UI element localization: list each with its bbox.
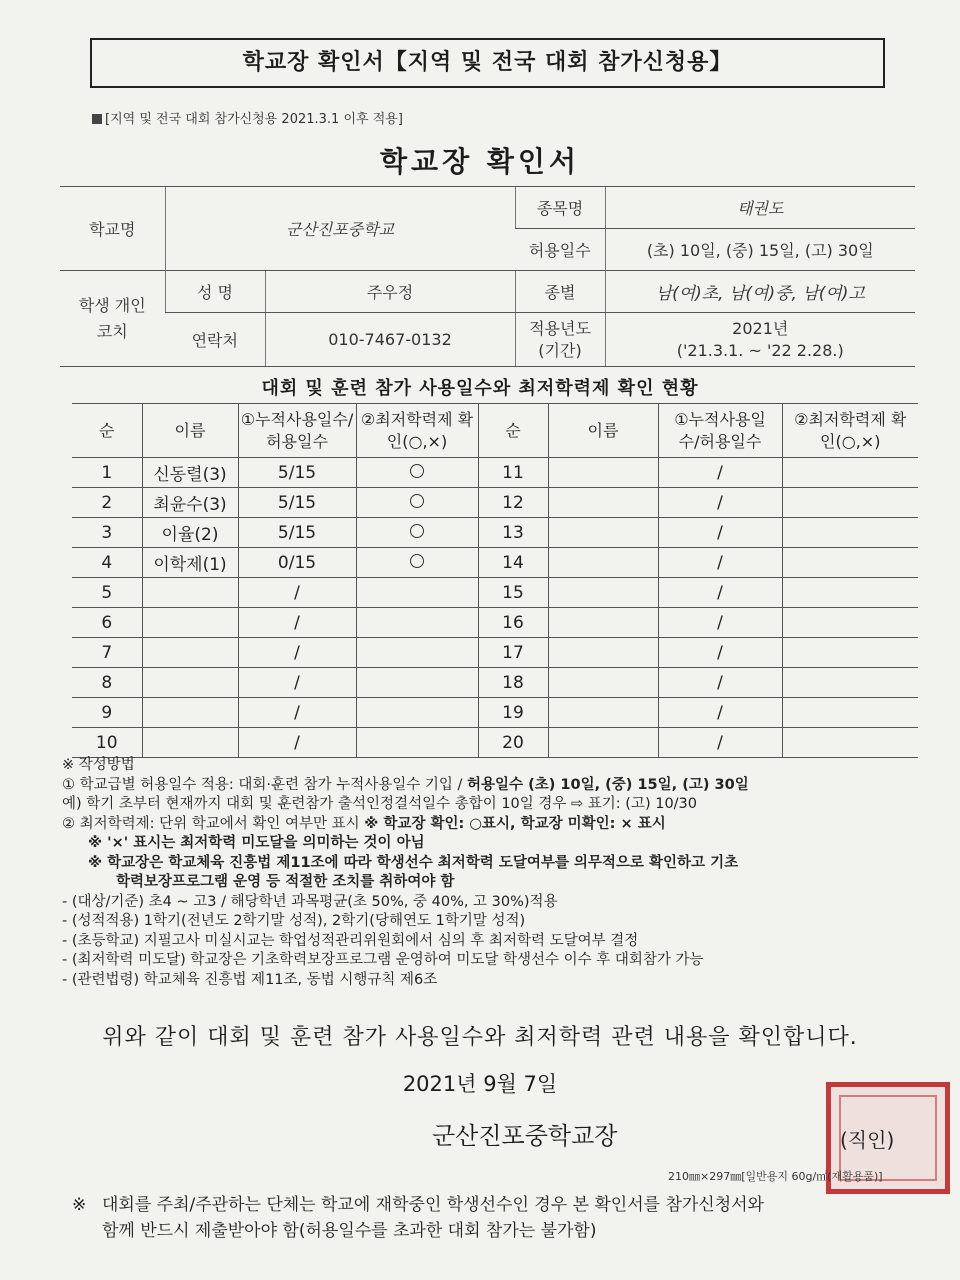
- circle-check-icon: [410, 494, 424, 508]
- row-name: [142, 638, 238, 668]
- year-period: ('21.3.1. ~ '22 2.28.): [676, 340, 844, 360]
- allowed-days-label: 허용일수: [515, 229, 605, 271]
- school-principal: 군산진포중학교장: [432, 1122, 618, 1150]
- row-check: [356, 728, 478, 758]
- row-check: [356, 488, 478, 518]
- type-value: 남(여)초, 남(여)중, 남(여)고: [605, 271, 915, 313]
- page-title: 학교장 확인서: [379, 145, 581, 178]
- note-mark: ※: [72, 1195, 87, 1215]
- row-name: [548, 698, 658, 728]
- row-no: 13: [478, 518, 548, 548]
- table-row: [72, 668, 918, 698]
- instructions: [62, 756, 922, 990]
- row-no: 3: [72, 518, 142, 548]
- row-days: /: [658, 548, 782, 578]
- instruction-1-example: 예) 학기 초부터 현재까지 대회 및 훈련참가 출석인정결석일수 총합이 10일 경우 ⇨ 표기: (고) 10/30: [62, 796, 698, 812]
- coach-label: 학생 개인코치: [60, 271, 165, 367]
- school-label: 학교명: [60, 187, 165, 271]
- row-check: [782, 518, 918, 548]
- row-name: [548, 548, 658, 578]
- col-check-left: ②최저학력제 확인(○,×): [356, 404, 478, 458]
- instruction-1-emphasis: 허용일수 (초) 10일, (중) 15일, (고) 30일: [467, 776, 749, 793]
- row-no: 4: [72, 548, 142, 578]
- row-no: 20: [478, 728, 548, 758]
- row-days: 0/15: [238, 548, 356, 578]
- row-days: /: [658, 608, 782, 638]
- note-x-mark: ※ '×' 표시는 최저학력 미도달을 의미하는 것이 아님: [88, 835, 425, 851]
- instruction-2-text: ② 최저학력제: 단위 학교에서 확인 여부만 표시: [62, 815, 365, 832]
- row-no: 7: [72, 638, 142, 668]
- row-name: [548, 518, 658, 548]
- type-label: 종별: [515, 271, 605, 313]
- row-no: 5: [72, 578, 142, 608]
- row-days: /: [658, 488, 782, 518]
- row-name: [142, 728, 238, 758]
- row-check: [356, 548, 478, 578]
- instruction-1: [62, 776, 922, 796]
- row-check: [356, 638, 478, 668]
- row-days: /: [658, 668, 782, 698]
- table-row: [72, 638, 918, 668]
- row-no: 17: [478, 638, 548, 668]
- row-no: 19: [478, 698, 548, 728]
- row-check: [356, 608, 478, 638]
- confirmation-statement: 위와 같이 대회 및 훈련 참가 사용일수와 최저학력 관련 내용을 확인합니다.: [102, 1025, 858, 1050]
- table-row: [72, 548, 918, 578]
- row-check: [782, 698, 918, 728]
- instruction-2-emphasis: ※ 학교장 확인: ○표시, 학교장 미확인: × 표시: [364, 815, 666, 832]
- seal-label: (직인): [840, 1128, 895, 1152]
- row-name: [548, 488, 658, 518]
- rule-elementary: - (초등학교) 지필고사 미실시교는 학업성적관리위원회에서 심의 후 최저학력 도달여부 결정: [62, 932, 639, 949]
- row-days: 5/15: [238, 518, 356, 548]
- row-name: [142, 608, 238, 638]
- rule-grades: - (성적적용) 1학기(전년도 2학기말 성적), 2학기(당해연도 1학기말 성적): [62, 913, 526, 929]
- table-row: [72, 458, 918, 488]
- row-check: [356, 458, 478, 488]
- table-row: [72, 698, 918, 728]
- row-days: /: [238, 578, 356, 608]
- row-name: [548, 578, 658, 608]
- year-value: 2021년: [732, 318, 789, 338]
- row-name: [548, 728, 658, 758]
- year-label-line2: (기간): [538, 340, 582, 360]
- row-days: /: [658, 728, 782, 758]
- row-no: 11: [478, 458, 548, 488]
- year-label: [515, 313, 605, 367]
- rule-target: - (대상/기준) 초4 ~ 고3 / 해당학년 과목평균(초 50%, 중 40%, 고 30%)적용: [62, 893, 558, 910]
- row-days: /: [658, 638, 782, 668]
- contact-value: 010-7467-0132: [265, 313, 515, 367]
- usage-table-header: [72, 404, 918, 458]
- row-days: /: [238, 638, 356, 668]
- row-check: [782, 458, 918, 488]
- instructions-heading: ※ 작성방법: [62, 757, 135, 773]
- row-no: 6: [72, 608, 142, 638]
- row-name: [548, 608, 658, 638]
- row-days: 5/15: [238, 488, 356, 518]
- table-row: [72, 578, 918, 608]
- circle-check-icon: [410, 524, 424, 538]
- row-days: /: [658, 578, 782, 608]
- col-no-left: 순: [72, 404, 142, 458]
- info-table: [60, 186, 915, 367]
- instruction-2: [62, 815, 922, 835]
- row-check: [356, 518, 478, 548]
- row-days: /: [238, 698, 356, 728]
- event-label: 종목명: [515, 187, 605, 229]
- row-no: 9: [72, 698, 142, 728]
- row-no: 14: [478, 548, 548, 578]
- row-name: [548, 458, 658, 488]
- col-days-right: ①누적사용일수/허용일수: [658, 404, 782, 458]
- submission-note: [72, 1192, 912, 1244]
- year-label-line1: 적용년도: [529, 318, 591, 338]
- row-days: /: [658, 698, 782, 728]
- year-value-cell: [605, 313, 915, 367]
- table-row: [72, 608, 918, 638]
- row-days: 5/15: [238, 458, 356, 488]
- row-no: 1: [72, 458, 142, 488]
- row-name: 신동렬(3): [142, 458, 238, 488]
- circle-check-icon: [410, 554, 424, 568]
- school-value: 군산진포중학교: [165, 187, 515, 271]
- rule-legal-basis: - (관련법령) 학교체육 진흥법 제11조, 동법 시행규칙 제6조: [62, 971, 438, 988]
- submission-note-line2: 함께 반드시 제출받아야 함(허용일수를 초과한 대회 참가는 불가함): [102, 1221, 597, 1241]
- note-principal-duty-cont: 학력보장프로그램 운영 등 적절한 조치를 취하여야 함: [116, 874, 455, 890]
- row-name: [142, 698, 238, 728]
- rule-below-minimum: - (최저학력 미도달) 학교장은 기초학력보장프로그램 운영하여 미도달 학생선수 이수 후 대회참가 가능: [62, 952, 704, 968]
- row-check: [782, 488, 918, 518]
- row-name: 이율(2): [142, 518, 238, 548]
- row-no: 15: [478, 578, 548, 608]
- row-days: /: [238, 608, 356, 638]
- row-days: /: [658, 458, 782, 488]
- row-check: [782, 638, 918, 668]
- row-days: /: [238, 728, 356, 758]
- row-name: [548, 638, 658, 668]
- row-check: [782, 728, 918, 758]
- submission-note-line1: [72, 1192, 912, 1218]
- event-value: 태권도: [605, 187, 915, 229]
- row-name: 이학제(1): [142, 548, 238, 578]
- applicability-text: [지역 및 전국 대회 참가신청용 2021.3.1 이후 적용]: [105, 112, 403, 127]
- row-no: 16: [478, 608, 548, 638]
- usage-table: [72, 403, 918, 758]
- submission-note-text1: 대회를 주최/주관하는 단체는 학교에 재학중인 학생선수인 경우 본 확인서를 참가신청서와: [102, 1195, 764, 1215]
- row-check: [782, 608, 918, 638]
- note-principal-duty: ※ 학교장은 학교체육 진흥법 제11조에 따라 학생선수 최저학력 도달여부를 의무적으로 확인하고 기초: [88, 854, 739, 871]
- row-name: 최윤수(3): [142, 488, 238, 518]
- paper-spec: 210㎜×297㎜[일반용지 60g/㎡(재활용품)]: [668, 1170, 883, 1183]
- usage-section-title: 대회 및 훈련 참가 사용일수와 최저학력제 확인 현황: [261, 378, 699, 399]
- name-value: 주우정: [265, 271, 515, 313]
- row-no: 8: [72, 668, 142, 698]
- row-no: 12: [478, 488, 548, 518]
- circle-check-icon: [410, 464, 424, 478]
- name-label: 성 명: [165, 271, 265, 313]
- allowed-days-value: (초) 10일, (중) 15일, (고) 30일: [605, 229, 915, 271]
- row-days: /: [238, 668, 356, 698]
- row-name: [548, 668, 658, 698]
- col-name-left: 이름: [142, 404, 238, 458]
- col-check-right: ②최저학력제 확인(○,×): [782, 404, 918, 458]
- row-check: [782, 668, 918, 698]
- row-days: /: [658, 518, 782, 548]
- col-days-left: ①누적사용일수/허용일수: [238, 404, 356, 458]
- row-no: 18: [478, 668, 548, 698]
- row-check: [356, 698, 478, 728]
- instruction-1-text: ① 학교급별 허용일수 적용: 대회·훈련 참가 누적사용일수 기입 /: [62, 776, 468, 793]
- col-name-right: 이름: [548, 404, 658, 458]
- applicability-notice: [92, 108, 403, 127]
- issue-date: 2021년 9월 7일: [402, 1072, 558, 1096]
- table-row: [72, 518, 918, 548]
- row-check: [782, 578, 918, 608]
- row-name: [142, 668, 238, 698]
- contact-label: 연락처: [165, 313, 265, 367]
- header-title-box: 학교장 확인서【지역 및 전국 대회 참가신청용】: [90, 38, 885, 88]
- col-no-right: 순: [478, 404, 548, 458]
- square-bullet-icon: [92, 114, 102, 124]
- row-check: [356, 578, 478, 608]
- row-check: [356, 668, 478, 698]
- table-row: [72, 488, 918, 518]
- row-name: [142, 578, 238, 608]
- table-row: [72, 728, 918, 758]
- row-check: [782, 548, 918, 578]
- row-no: 10: [72, 728, 142, 758]
- row-no: 2: [72, 488, 142, 518]
